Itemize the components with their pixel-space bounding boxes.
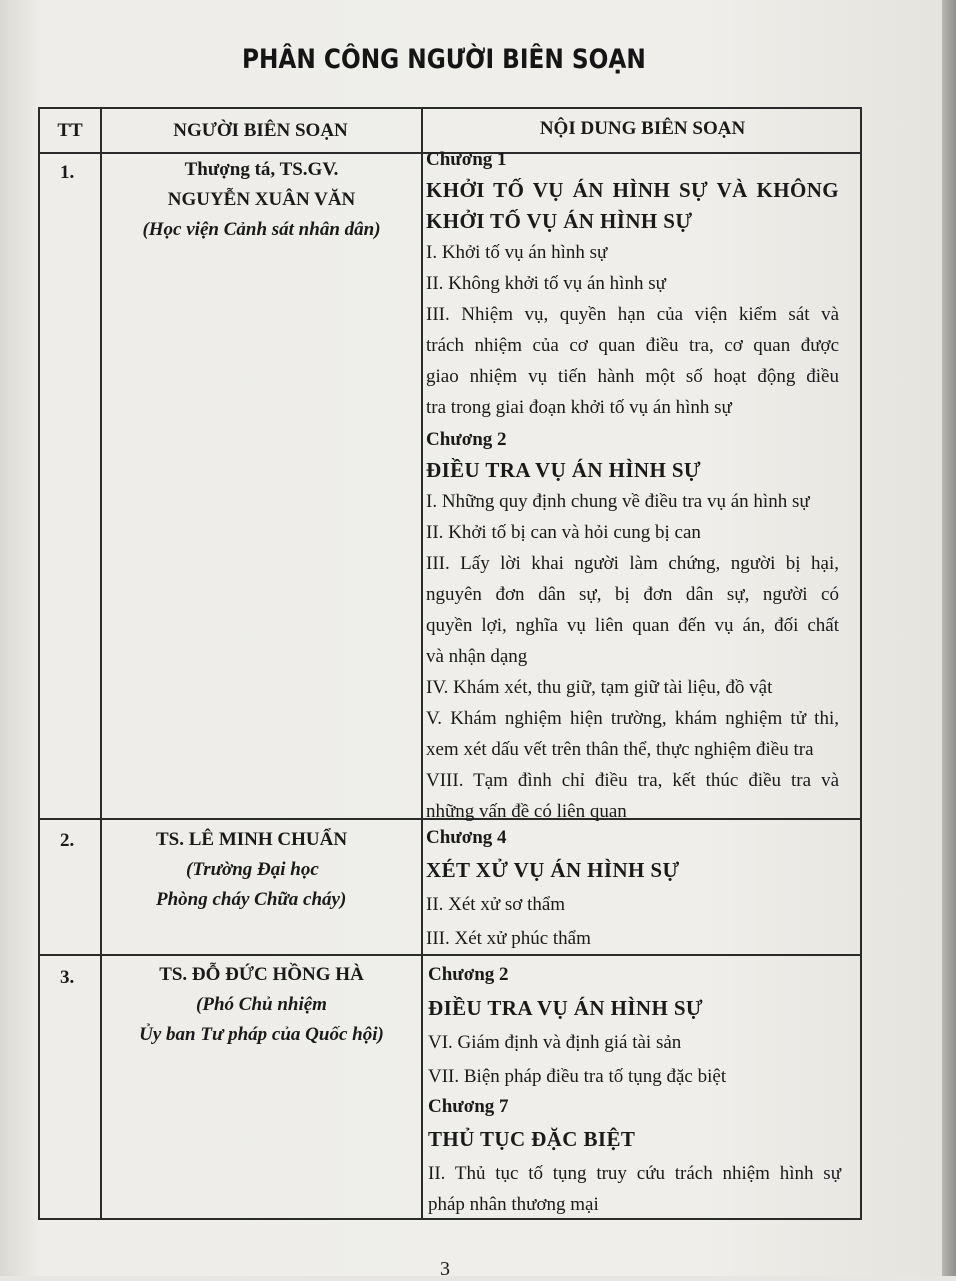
section-item: II. Xét xử sơ thẩm bbox=[426, 894, 566, 915]
section-item: III. Lấy lời khai người làm chứng, người bị hại, bbox=[426, 553, 839, 574]
row-number: 1. bbox=[60, 162, 75, 183]
section-item-continued: và nhận dạng bbox=[426, 646, 528, 667]
page-title: PHÂN CÔNG NGƯỜI BIÊN SOẠN bbox=[241, 44, 646, 75]
section-item-continued: quyền lợi, nghĩa vụ liên quan đến vụ án, đối chất bbox=[426, 615, 839, 636]
section-item-continued: trách nhiệm của cơ quan điều tra, cơ quan được bbox=[426, 335, 839, 356]
author-block bbox=[102, 960, 421, 1050]
section-item: III. Nhiệm vụ, quyền hạn của viện kiểm sát và bbox=[426, 304, 839, 325]
author-block bbox=[102, 825, 421, 915]
content-block bbox=[428, 960, 841, 1220]
header-author: NGƯỜI BIÊN SOẠN bbox=[173, 120, 348, 141]
author-block bbox=[102, 155, 421, 245]
author-organization: (Học viện Cảnh sát nhân dân) bbox=[142, 219, 381, 240]
assignment-table bbox=[38, 107, 862, 1220]
section-item: II. Thủ tục tố tụng truy cứu trách nhiệm hình sự bbox=[428, 1163, 841, 1184]
chapter-title: XÉT XỬ VỤ ÁN HÌNH SỰ bbox=[426, 858, 680, 882]
author-name: NGUYỄN XUÂN VĂN bbox=[167, 189, 356, 210]
row-number: 2. bbox=[60, 830, 75, 851]
row-number: 3. bbox=[60, 967, 75, 988]
section-item-continued: tra trong giai đoạn khởi tố vụ án hình sự bbox=[426, 397, 732, 418]
row-divider bbox=[40, 954, 860, 956]
column-divider bbox=[421, 109, 423, 1218]
author-organization: (Phó Chủ nhiệm bbox=[196, 994, 327, 1015]
content-block bbox=[426, 145, 839, 827]
section-item: VI. Giám định và định giá tài sản bbox=[428, 1032, 682, 1053]
chapter-label: Chương 1 bbox=[426, 149, 507, 170]
section-item: II. Không khởi tố vụ án hình sự bbox=[426, 273, 666, 294]
section-item: VII. Biện pháp điều tra tố tụng đặc biệt bbox=[428, 1066, 727, 1087]
section-item: II. Khởi tố bị can và hỏi cung bị can bbox=[426, 522, 701, 543]
section-item: III. Xét xử phúc thẩm bbox=[426, 928, 591, 949]
column-divider bbox=[100, 109, 102, 1218]
chapter-label: Chương 2 bbox=[428, 964, 509, 985]
header-tt: TT bbox=[57, 120, 83, 141]
author-rank: Thượng tá, TS.GV. bbox=[184, 159, 339, 180]
chapter-title: KHỞI TỐ VỤ ÁN HÌNH SỰ VÀ KHÔNG bbox=[426, 178, 839, 202]
chapter-title: THỦ TỤC ĐẶC BIỆT bbox=[428, 1127, 636, 1151]
author-organization: Ủy ban Tư pháp của Quốc hội) bbox=[139, 1024, 384, 1045]
section-item: IV. Khám xét, thu giữ, tạm giữ tài liệu, đồ vật bbox=[426, 677, 773, 698]
author-name: TS. LÊ MINH CHUẨN bbox=[156, 829, 348, 850]
chapter-title: KHỞI TỐ VỤ ÁN HÌNH SỰ bbox=[426, 209, 693, 233]
section-item: VIII. Tạm đình chỉ điều tra, kết thúc điều tra và bbox=[426, 770, 839, 791]
header-content: NỘI DUNG BIÊN SOẠN bbox=[539, 118, 746, 139]
author-organization: (Trường Đại học bbox=[186, 859, 319, 880]
section-item-continued: những vấn đề có liên quan bbox=[426, 801, 627, 822]
section-item-continued: nguyên đơn dân sự, bị đơn dân sự, người có bbox=[426, 584, 839, 605]
chapter-title: ĐIỀU TRA VỤ ÁN HÌNH SỰ bbox=[426, 458, 702, 482]
chapter-label: Chương 7 bbox=[428, 1096, 509, 1117]
section-item: I. Những quy định chung về điều tra vụ án hình sự bbox=[426, 491, 810, 512]
chapter-title: ĐIỀU TRA VỤ ÁN HÌNH SỰ bbox=[428, 996, 704, 1020]
section-item-continued: xem xét dấu vết trên thân thể, thực nghiệm điều tra bbox=[426, 739, 814, 760]
author-organization: Phòng cháy Chữa cháy) bbox=[156, 889, 347, 910]
chapter-label: Chương 2 bbox=[426, 429, 507, 450]
page-edge bbox=[942, 0, 956, 1276]
section-item: V. Khám nghiệm hiện trường, khám nghiệm tử thi, bbox=[426, 708, 839, 729]
content-block bbox=[426, 823, 839, 954]
author-name: TS. ĐỖ ĐỨC HỒNG HÀ bbox=[159, 964, 364, 985]
page-number: 3 bbox=[440, 1258, 450, 1280]
section-item-continued: pháp nhân thương mại bbox=[428, 1194, 599, 1215]
section-item: I. Khởi tố vụ án hình sự bbox=[426, 242, 608, 263]
chapter-label: Chương 4 bbox=[426, 827, 507, 848]
section-item-continued: giao nhiệm vụ tiến hành một số hoạt động điều bbox=[426, 366, 839, 387]
